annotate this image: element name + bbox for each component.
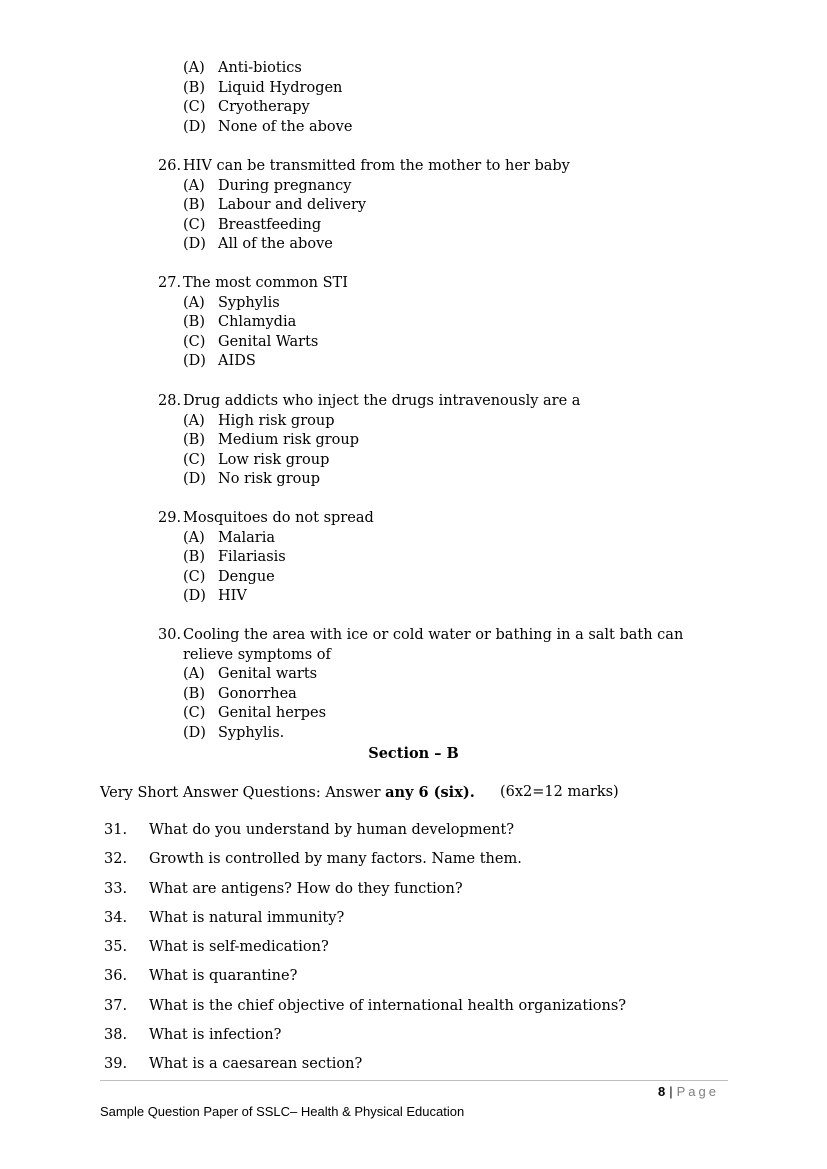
option-text: No risk group [218, 471, 320, 488]
question-number: 27. [158, 275, 182, 291]
question-number: 31. [104, 822, 128, 838]
option-text: Genital warts [218, 666, 318, 683]
option-row [183, 333, 738, 353]
option-text: Labour and delivery [218, 197, 367, 214]
question-number: 26. [158, 158, 182, 174]
option-key: (C) [183, 568, 206, 585]
question-28 [158, 392, 738, 490]
page-number-value: 8 [658, 1084, 666, 1099]
option-row [183, 665, 738, 685]
option-row [183, 79, 738, 99]
option-text: High risk group [218, 412, 335, 429]
option-key: (D) [183, 588, 206, 605]
question-number: 36. [104, 968, 128, 985]
question-text: HIV can be transmitted from the mother to her baby [183, 158, 570, 174]
option-row [183, 118, 738, 138]
option-text: Genital Warts [218, 333, 319, 350]
question-number: 39. [104, 1056, 128, 1073]
question-text: What are antigens? How do they function? [149, 880, 463, 897]
question-26 [158, 157, 738, 255]
question-text: Mosquitoes do not spread [183, 510, 374, 526]
short-answer-list [104, 821, 724, 1085]
option-row [183, 724, 738, 744]
option-text: Gonorrhea [218, 685, 297, 702]
option-text: Dengue [218, 568, 275, 585]
question-text: What is natural immunity? [149, 909, 345, 926]
option-text: HIV [218, 588, 247, 605]
short-question [104, 1026, 724, 1055]
option-row [183, 98, 738, 118]
option-row [183, 587, 738, 607]
question-text: What is self-medication? [149, 939, 329, 956]
option-row [183, 568, 738, 588]
option-text: Syphylis [218, 294, 280, 311]
option-row [183, 294, 738, 314]
instructions-prefix: Very Short Answer Questions: Answer [100, 785, 386, 801]
option-key: (B) [183, 432, 205, 449]
question-30 [158, 626, 738, 744]
marks-allocation: (6x2=12 marks) [500, 784, 619, 800]
option-row [183, 216, 738, 236]
option-row [183, 235, 738, 255]
option-text: Malaria [218, 529, 275, 546]
option-row [183, 412, 738, 432]
option-key: (D) [183, 471, 206, 488]
question-number: 35. [104, 939, 128, 956]
instructions-emphasis: any 6 (six) [385, 784, 470, 801]
option-key: (D) [183, 724, 206, 741]
option-key: (B) [183, 79, 205, 96]
option-row [183, 313, 738, 333]
option-text: During pregnancy [218, 177, 352, 194]
option-text: Chlamydia [218, 314, 297, 331]
option-key: (C) [183, 216, 206, 233]
page-number [658, 1083, 719, 1101]
option-key: (A) [183, 294, 205, 311]
question-number: 34. [104, 909, 128, 926]
option-row [183, 177, 738, 197]
option-key: (B) [183, 197, 205, 214]
option-key: (A) [183, 177, 205, 194]
option-key: (C) [183, 451, 206, 468]
question-text: Growth is controlled by many factors. Name them. [149, 851, 522, 868]
option-text: All of the above [218, 236, 333, 253]
option-key: (C) [183, 99, 206, 116]
option-row [183, 685, 738, 705]
footer-divider [100, 1080, 728, 1081]
option-text: Liquid Hydrogen [218, 79, 343, 96]
short-question [104, 909, 724, 938]
section-instructions [100, 783, 475, 804]
document-footer-title: Sample Question Paper of SSLC– Health & Physical Education [100, 1104, 465, 1119]
question-27 [158, 274, 738, 372]
short-question [104, 967, 724, 996]
option-text: Genital herpes [218, 705, 327, 722]
question-text: The most common STI [183, 275, 348, 291]
option-row [183, 548, 738, 568]
option-text: Anti-biotics [218, 60, 302, 76]
option-text: Medium risk group [218, 432, 360, 449]
option-row [183, 431, 738, 451]
question-text: Drug addicts who inject the drugs intravenously are a [183, 393, 581, 409]
question-number: 29. [158, 510, 182, 526]
question-29 [158, 509, 738, 607]
option-row [183, 704, 738, 724]
option-row [183, 451, 738, 471]
question-text: What is a caesarean section? [149, 1056, 363, 1073]
page-label: Page [676, 1084, 719, 1099]
option-row [183, 59, 738, 79]
option-text: Filariasis [218, 549, 286, 566]
option-row [183, 529, 738, 549]
option-key: (A) [183, 529, 205, 546]
option-key: (D) [183, 353, 206, 370]
option-row [183, 196, 738, 216]
question-number: 38. [104, 1027, 128, 1044]
short-question [104, 850, 724, 879]
instructions-suffix: . [469, 784, 475, 801]
option-text: Low risk group [218, 451, 330, 468]
question-number: 30. [158, 627, 182, 643]
question-text: What is the chief objective of international health organizations? [149, 997, 627, 1014]
question-25-options [158, 59, 738, 137]
short-question [104, 997, 724, 1026]
question-text: What is quarantine? [149, 968, 298, 985]
question-number: 33. [104, 880, 128, 897]
option-key: (A) [183, 60, 205, 76]
option-key: (A) [183, 666, 205, 683]
question-number: 37. [104, 997, 128, 1014]
option-key: (B) [183, 549, 205, 566]
short-question [104, 821, 724, 850]
option-key: (B) [183, 314, 205, 331]
option-row [183, 470, 738, 490]
option-key: (D) [183, 236, 206, 253]
option-text: AIDS [218, 353, 256, 370]
short-question [104, 938, 724, 967]
question-text: What do you understand by human development? [149, 822, 515, 838]
option-key: (C) [183, 333, 206, 350]
option-key: (B) [183, 685, 205, 702]
page-number-separator: | [669, 1084, 673, 1099]
option-row [183, 352, 738, 372]
option-text: Cryotherapy [218, 99, 310, 116]
option-text: None of the above [218, 118, 353, 135]
option-text: Syphylis. [218, 724, 285, 741]
section-title: Section – B [368, 745, 459, 762]
option-text: Breastfeeding [218, 216, 322, 233]
option-key: (D) [183, 118, 206, 135]
question-number: 28. [158, 393, 182, 409]
short-question [104, 880, 724, 909]
question-text: What is infection? [149, 1027, 282, 1044]
question-text: Cooling the area with ice or cold water or bathing in a salt bath can relieve symptoms of [183, 627, 684, 663]
question-number: 32. [104, 851, 128, 868]
option-key: (C) [183, 705, 206, 722]
option-key: (A) [183, 412, 205, 429]
